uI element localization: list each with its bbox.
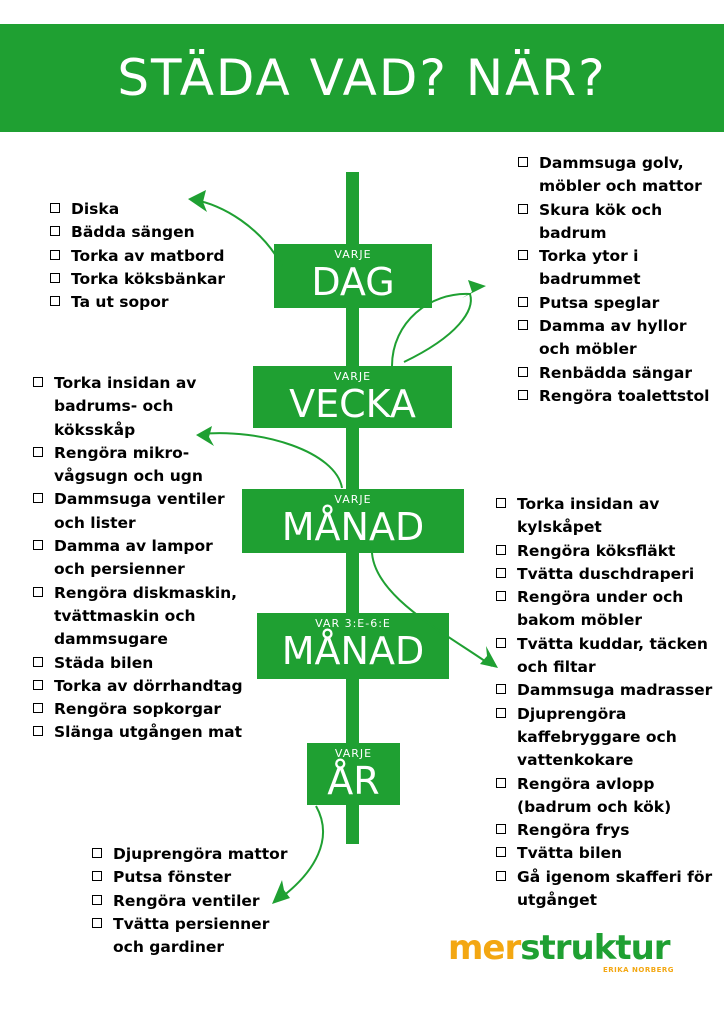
checklist-item-label: Tvätta persienner och gardiner xyxy=(113,914,270,957)
sign-weekly-label: VECKA xyxy=(289,382,416,426)
checkbox[interactable] xyxy=(92,895,102,905)
checklist-item-label: Torka av dörrhandtag xyxy=(54,676,243,695)
checkbox[interactable] xyxy=(518,204,528,214)
checkbox[interactable] xyxy=(496,778,506,788)
checklist-item[interactable] xyxy=(496,842,721,865)
checklist-item[interactable] xyxy=(518,292,718,315)
checkbox[interactable] xyxy=(518,320,528,330)
checkbox[interactable] xyxy=(496,498,506,508)
checkbox[interactable] xyxy=(33,587,43,597)
sign-quarterly-prefix: VAR 3:E-6:E xyxy=(315,617,391,630)
checklist-item[interactable] xyxy=(496,819,721,842)
checkbox[interactable] xyxy=(496,591,506,601)
checklist-item-label: Dammsuga madrasser xyxy=(517,681,713,700)
sign-weekly-prefix: VARJE xyxy=(333,370,372,383)
checklist-item[interactable] xyxy=(518,152,718,199)
checklist-item-label: Diska xyxy=(71,200,120,218)
checklist-item-label: Tvätta bilen xyxy=(517,844,623,863)
brand-logo xyxy=(448,928,680,984)
checklist-item-label: Dammsuga ventiler och lister xyxy=(54,490,225,532)
checkbox[interactable] xyxy=(496,824,506,834)
checklist-item-label: Torka insidan av badrums- och köksskåp xyxy=(54,374,197,439)
checklist-item[interactable] xyxy=(92,843,292,866)
checklist-item[interactable] xyxy=(50,198,250,221)
checkbox[interactable] xyxy=(50,226,60,236)
checkbox[interactable] xyxy=(33,680,43,690)
checklist-item[interactable] xyxy=(496,679,721,702)
checkbox[interactable] xyxy=(518,297,528,307)
checkbox[interactable] xyxy=(92,918,102,928)
checkbox[interactable] xyxy=(50,250,60,260)
checkbox[interactable] xyxy=(50,296,60,306)
checklist-item[interactable] xyxy=(92,890,292,913)
checklist-item-label: Rengöra diskmaskin, tvättmaskin och dammsugare xyxy=(54,583,238,649)
checkbox[interactable] xyxy=(518,157,528,167)
checkbox[interactable] xyxy=(50,203,60,213)
checklist-item-label: Torka ytor i badrummet xyxy=(539,247,641,289)
sign-daily xyxy=(274,244,432,308)
page-title: STÄDA VAD? NÄR? xyxy=(117,49,607,107)
checklist-item[interactable] xyxy=(50,245,250,268)
checkbox[interactable] xyxy=(496,708,506,718)
logo-struktur: struktur xyxy=(520,928,670,968)
checklist-item-label: Torka köksbänkar xyxy=(71,269,226,288)
checklist-item[interactable] xyxy=(50,291,250,314)
checklist-item[interactable] xyxy=(496,586,721,633)
checklist-item[interactable] xyxy=(33,535,248,582)
checkbox[interactable] xyxy=(33,657,43,667)
checklist-item[interactable] xyxy=(33,582,248,652)
checklist-item-label: Dammsuga golv, möbler och mattor xyxy=(539,154,702,196)
checklist-item[interactable] xyxy=(496,633,721,680)
sign-yearly-label: ÅR xyxy=(327,759,380,803)
checkbox[interactable] xyxy=(496,638,506,648)
checkbox[interactable] xyxy=(496,847,506,857)
checklist-item[interactable] xyxy=(496,493,721,540)
checklist-item-label: Rengöra sopkorgar xyxy=(54,700,222,719)
checklist-item[interactable] xyxy=(496,563,721,586)
daily-checklist xyxy=(50,198,250,314)
sign-quarterly-label: MÅNAD xyxy=(281,629,425,673)
checklist-item-label: Rengöra avlopp (badrum och kök) xyxy=(517,774,672,816)
header-banner xyxy=(0,24,724,132)
logo-mer: mer xyxy=(448,928,521,968)
checklist-item-label: Bädda sängen xyxy=(71,223,195,242)
logo-wordmark xyxy=(448,928,680,968)
checklist-item-label: Torka av matbord xyxy=(71,246,225,265)
checklist-item[interactable] xyxy=(50,221,250,244)
checklist-item-label: Ta ut sopor xyxy=(71,293,169,312)
checklist-item[interactable] xyxy=(33,442,248,489)
checklist-item-label: Damma av lampor och persienner xyxy=(54,537,213,579)
checklist-item[interactable] xyxy=(50,268,250,291)
checklist-item-label: Rengöra frys xyxy=(517,821,630,840)
checklist-item-label: Städa bilen xyxy=(54,653,154,672)
checklist-item[interactable] xyxy=(496,703,721,773)
checklist-item[interactable] xyxy=(33,721,248,744)
sign-yearly-prefix: VARJE xyxy=(334,747,373,760)
checklist-item-label: Gå igenom skafferi för utgånget xyxy=(517,867,713,910)
checklist-item[interactable] xyxy=(518,245,718,292)
checklist-item[interactable] xyxy=(33,372,248,442)
checklist-item-label: Tvätta kuddar, täcken och filtar xyxy=(517,634,708,677)
checklist-item-label: Putsa speglar xyxy=(539,293,660,312)
checklist-item[interactable] xyxy=(518,315,718,362)
checklist-item-label: Rengöra mikro-vågsugn och ugn xyxy=(54,443,203,486)
arrowhead-weekly-icon xyxy=(462,280,486,298)
checklist-item[interactable] xyxy=(518,362,718,385)
logo-author: ERIKA NORBERG xyxy=(602,966,674,974)
checkbox[interactable] xyxy=(33,377,43,387)
checklist-item-label: Renbädda sängar xyxy=(539,363,693,382)
checkbox[interactable] xyxy=(518,390,528,400)
sign-monthly xyxy=(242,489,464,553)
sign-monthly-label: MÅNAD xyxy=(281,505,425,549)
checkbox[interactable] xyxy=(92,848,102,858)
quarterly-checklist xyxy=(496,493,721,912)
sign-daily-prefix: VARJE xyxy=(334,248,372,261)
checklist-item[interactable] xyxy=(92,866,292,889)
checkbox[interactable] xyxy=(33,703,43,713)
checklist-item-label: Rengöra ventiler xyxy=(113,891,260,910)
checklist-item[interactable] xyxy=(518,199,718,246)
checklist-item[interactable] xyxy=(92,913,292,960)
yearly-checklist xyxy=(92,843,292,959)
checklist-item-label: Rengöra köksfläkt xyxy=(517,541,676,560)
checkbox[interactable] xyxy=(33,447,43,457)
checklist-item[interactable] xyxy=(33,698,248,721)
checklist-item[interactable] xyxy=(518,385,718,408)
checkbox[interactable] xyxy=(496,545,506,555)
checkbox[interactable] xyxy=(518,367,528,377)
checklist-item-label: Skura kök och badrum xyxy=(539,200,663,242)
checkbox[interactable] xyxy=(33,540,43,550)
checklist-item-label: Djuprengöra kaffebryggare och vattenkokare xyxy=(517,704,677,770)
monthly-checklist xyxy=(33,372,248,745)
checklist-item-label: Djuprengöra mattor xyxy=(113,845,288,863)
checkbox[interactable] xyxy=(33,493,43,503)
checklist-item-label: Rengöra toalettstol xyxy=(539,386,710,405)
checklist-item-label: Rengöra under och bakom möbler xyxy=(517,588,684,630)
checklist-item[interactable] xyxy=(496,773,721,820)
checklist-item[interactable] xyxy=(496,866,721,913)
sign-daily-label: DAG xyxy=(311,260,395,304)
checkbox[interactable] xyxy=(50,273,60,283)
checklist-item-label: Putsa fönster xyxy=(113,868,232,887)
sign-monthly-prefix: VARJE xyxy=(334,493,372,506)
checklist-item-label: Torka insidan av kylskåpet xyxy=(517,495,660,537)
checkbox[interactable] xyxy=(496,871,506,881)
checklist-item[interactable] xyxy=(33,488,248,535)
checklist-item-label: Tvätta duschdraperi xyxy=(517,564,695,583)
checklist-item[interactable] xyxy=(496,540,721,563)
checkbox[interactable] xyxy=(496,568,506,578)
sign-yearly xyxy=(307,743,400,805)
weekly-checklist xyxy=(518,152,718,408)
sign-weekly xyxy=(253,366,452,428)
checklist-item[interactable] xyxy=(33,652,248,675)
checklist-item-label: Slänga utgången mat xyxy=(54,723,243,742)
checkbox[interactable] xyxy=(496,684,506,694)
checkbox[interactable] xyxy=(33,726,43,736)
checkbox[interactable] xyxy=(92,871,102,881)
checkbox[interactable] xyxy=(518,250,528,260)
checklist-item[interactable] xyxy=(33,675,248,698)
sign-quarterly xyxy=(257,613,449,679)
checklist-item-label: Damma av hyllor och möbler xyxy=(539,317,687,359)
